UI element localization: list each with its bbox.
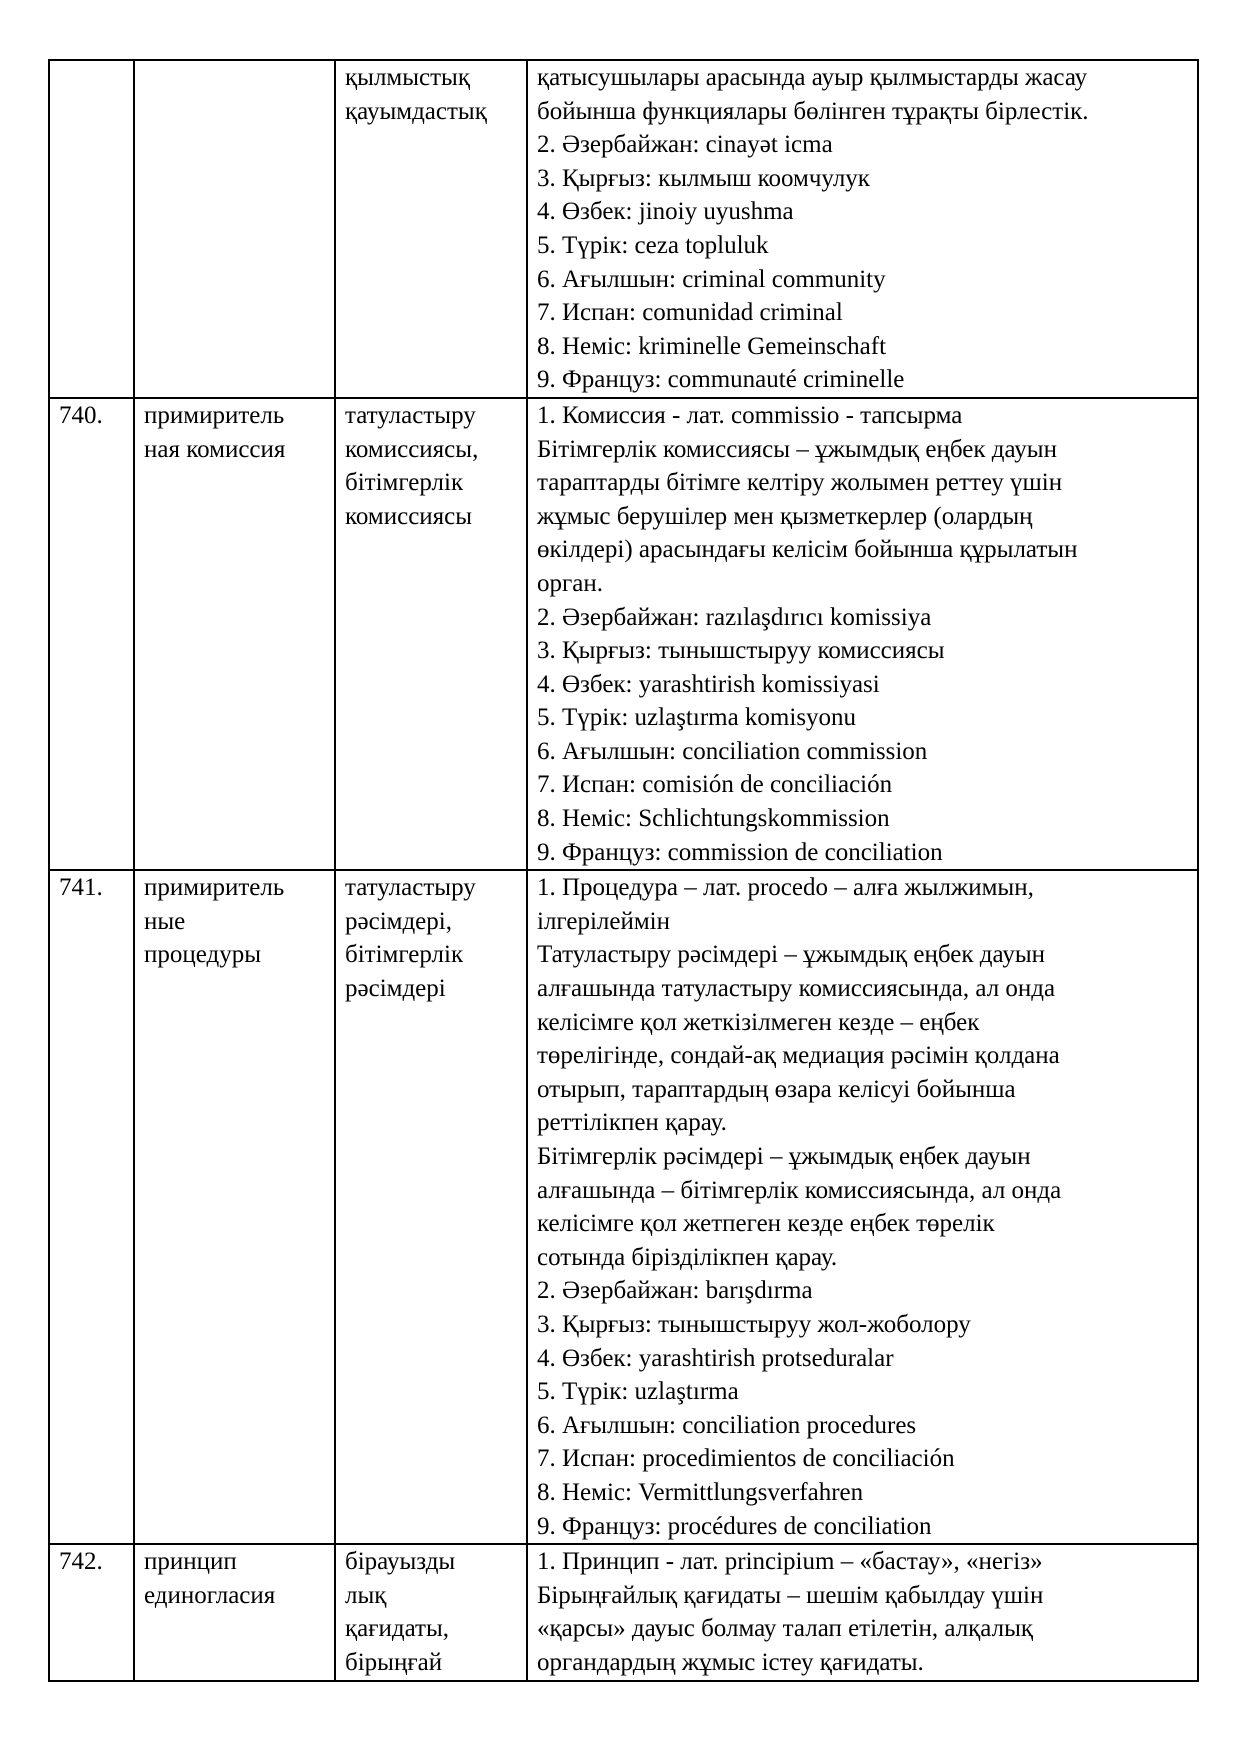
term-definition-cell bbox=[527, 398, 1198, 870]
kazakh-term-line: қылмыстық bbox=[345, 64, 470, 91]
kazakh-term-line: бітімгерлік bbox=[345, 941, 464, 969]
term-definition-line: қатысушылары арасында ауыр қылмыстарды жасау bbox=[537, 64, 1088, 91]
kazakh-term-line: рәсімдері, bbox=[345, 907, 452, 935]
table-row bbox=[49, 870, 1198, 1544]
term-definition-line: Бітімгерлік комиссиясы – ұжымдық еңбек дауын bbox=[537, 435, 1057, 463]
term-definition-line: 4. Өзбек: yarashtirish komissiyasi bbox=[537, 670, 880, 698]
term-definition-line: 6. Ағылшын: conciliation commission bbox=[537, 737, 928, 765]
term-definition-line: төрелігінде, сондай-ақ медиация рәсімін қолдана bbox=[537, 1042, 1060, 1070]
kazakh-term-line: қағидаты, bbox=[345, 1615, 450, 1643]
kazakh-term-line: бітімгерлік bbox=[345, 469, 464, 497]
term-definition-line: 4. Өзбек: jinoiy uyushma bbox=[537, 198, 794, 226]
term-definition-line: Бірыңғайлық қағидаты – шешім қабылдау үшін bbox=[537, 1581, 1044, 1609]
kazakh-term-line: татуластыру bbox=[345, 401, 476, 429]
entry-number: 741. bbox=[59, 874, 103, 902]
term-definition-line: 4. Өзбек: yarashtirish protseduralar bbox=[537, 1344, 894, 1372]
term-definition-line: 5. Түрік: uzlaştırma bbox=[537, 1378, 739, 1406]
term-definition-line: органдардың жұмыс істеу қағидаты. bbox=[537, 1648, 924, 1676]
term-definition-line: отырып, тараптардың өзара келісуі бойынша bbox=[537, 1075, 1016, 1103]
term-definition-line: 7. Испан: procedimientos de conciliación bbox=[537, 1445, 955, 1473]
term-definition-line: 5. Түрік: uzlaştırma komisyonu bbox=[537, 704, 857, 732]
russian-term-line: принцип bbox=[144, 1548, 237, 1576]
term-definition-line: 8. Неміс: Schlichtungskommission bbox=[537, 805, 890, 833]
russian-term-line: единогласия bbox=[144, 1581, 276, 1609]
term-definition-line: 8. Неміс: kriminelle Gemeinschaft bbox=[537, 332, 887, 360]
term-definition-line: 1. Комиссия - лат. commissio - тапсырма bbox=[537, 401, 963, 429]
term-definition-line: 6. Ағылшын: criminal community bbox=[537, 265, 886, 293]
russian-term-cell bbox=[134, 60, 335, 398]
term-definition-line: Бітімгерлік рәсімдері – ұжымдық еңбек дауын bbox=[537, 1143, 1031, 1170]
term-definition-line: келісімге қол жетпеген кезде еңбек төрелік bbox=[537, 1210, 995, 1238]
kazakh-term-line: қауымдастық bbox=[345, 97, 487, 125]
term-definition-line: алғашында – бітімгерлік комиссиясында, ал онда bbox=[537, 1176, 1062, 1204]
entry-number-cell bbox=[49, 1544, 134, 1680]
term-definition-line: 7. Испан: comisión de conciliación bbox=[537, 771, 893, 799]
term-definition-line: өкілдері) арасындағы келісім бойынша құрылатын bbox=[537, 536, 1078, 564]
kazakh-term-line: комиссиясы, bbox=[345, 435, 479, 463]
term-definition-line: алғашында татуластыру комиссиясында, ал онда bbox=[537, 975, 1056, 1003]
term-definition-line: 9. Француз: commission de conciliation bbox=[537, 838, 943, 866]
term-definition-cell bbox=[527, 1544, 1198, 1680]
terms-table bbox=[48, 59, 1199, 1682]
kazakh-term-cell bbox=[335, 60, 527, 398]
term-definition-line: орган. bbox=[537, 569, 603, 597]
kazakh-term-cell bbox=[335, 870, 527, 1544]
kazakh-term-line: лық bbox=[345, 1581, 387, 1609]
term-definition-line: реттілікпен қарау. bbox=[537, 1109, 727, 1137]
term-definition-line: тараптарды бітімге келтіру жолымен реттеу үшін bbox=[537, 469, 1063, 497]
term-definition-line: 3. Қырғыз: тынышстыруу комиссиясы bbox=[537, 637, 945, 665]
russian-term-cell bbox=[134, 398, 335, 870]
russian-term-line: ная комиссия bbox=[144, 435, 286, 463]
russian-term-cell bbox=[134, 870, 335, 1544]
term-definition-line: 1. Принцип - лат. principium – «бастау», «негіз» bbox=[537, 1548, 1043, 1576]
term-definition-line: 1. Процедура – лат. procedo – алға жылжимын, bbox=[537, 874, 1034, 902]
kazakh-term-line: татуластыру bbox=[345, 874, 476, 902]
term-definition-line: Татуластыру рәсімдері – ұжымдық еңбек дауын bbox=[537, 941, 1046, 969]
term-definition-line: 3. Қырғыз: кылмыш коомчулук bbox=[537, 164, 870, 192]
term-definition-line: 8. Неміс: Vermittlungsverfahren bbox=[537, 1478, 864, 1506]
term-definition-line: 3. Қырғыз: тынышстыруу жол-жоболору bbox=[537, 1310, 971, 1338]
kazakh-term-cell bbox=[335, 1544, 527, 1680]
term-definition-cell bbox=[527, 870, 1198, 1544]
term-definition-line: сотында бірізділікпен қарау. bbox=[537, 1243, 838, 1271]
kazakh-term-line: бірауызды bbox=[345, 1548, 456, 1576]
kazakh-term-line: рәсімдері bbox=[345, 975, 446, 1003]
kazakh-term-line: комиссиясы bbox=[345, 502, 473, 530]
entry-number-cell bbox=[49, 870, 134, 1544]
russian-term-line: примиритель bbox=[144, 401, 285, 429]
term-definition-line: бойынша функциялары бөлінген тұрақты бірлестік. bbox=[537, 97, 1089, 125]
term-definition-line: 7. Испан: comunidad criminal bbox=[537, 299, 843, 327]
term-definition-line: 2. Әзербайжан: razılaşdırıcı komissiya bbox=[537, 603, 932, 631]
term-definition-line: 2. Әзербайжан: cinayət icma bbox=[537, 131, 833, 159]
entry-number-cell bbox=[49, 60, 134, 398]
term-definition-line: «қарсы» дауыс болмау талап етілетін, алқалық bbox=[537, 1615, 1034, 1643]
term-definition-line: жұмыс берушілер мен қызметкерлер (олардың bbox=[537, 502, 1033, 530]
table-row bbox=[49, 60, 1198, 398]
kazakh-term-cell bbox=[335, 398, 527, 870]
entry-number: 742. bbox=[59, 1548, 103, 1576]
term-definition-line: ілгерілеймін bbox=[537, 907, 670, 935]
entry-number-cell bbox=[49, 398, 134, 870]
russian-term-line: примиритель bbox=[144, 874, 285, 902]
term-definition-line: 5. Түрік: ceza topluluk bbox=[537, 231, 769, 259]
term-definition-line: 6. Ағылшын: conciliation procedures bbox=[537, 1411, 917, 1439]
kazakh-term-line: бірыңғай bbox=[345, 1648, 443, 1676]
term-definition-line: 9. Француз: procédures de conciliation bbox=[537, 1512, 932, 1540]
entry-number: 740. bbox=[59, 401, 103, 429]
term-definition-line: 2. Әзербайжан: barışdırma bbox=[537, 1277, 813, 1305]
term-definition-line: келісімге қол жеткізілмеген кезде – еңбек bbox=[537, 1008, 980, 1036]
terms-table-body bbox=[49, 60, 1198, 1681]
table-row bbox=[49, 1544, 1198, 1680]
russian-term-line: процедуры bbox=[144, 941, 262, 969]
table-row bbox=[49, 398, 1198, 870]
document-page bbox=[48, 59, 1197, 1682]
russian-term-cell bbox=[134, 1544, 335, 1680]
russian-term-line: ные bbox=[144, 907, 186, 935]
term-definition-cell bbox=[527, 60, 1198, 398]
term-definition-line: 9. Француз: communauté criminelle bbox=[537, 366, 905, 394]
